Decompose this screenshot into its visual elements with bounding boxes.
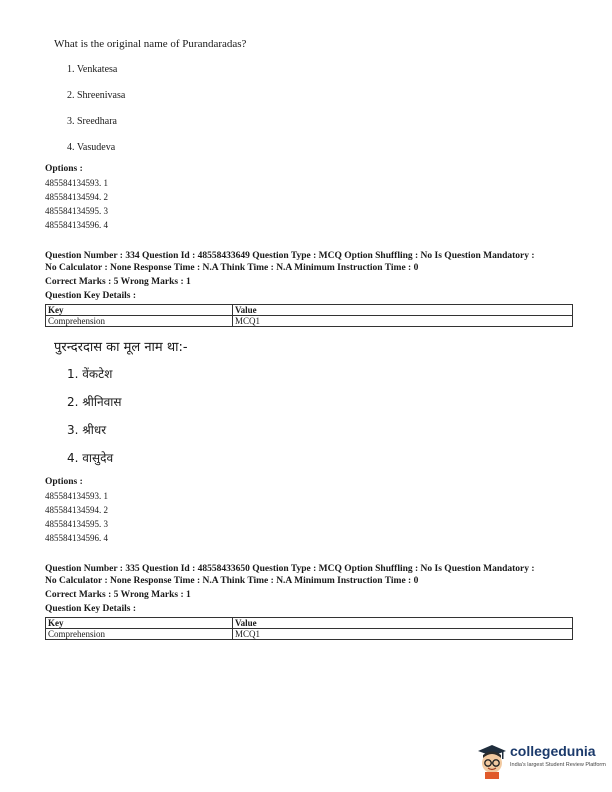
option-id: 485584134595. 3: [45, 206, 108, 216]
key-details-label: Question Key Details :: [45, 604, 137, 614]
question-meta: No Calculator : None Response Time : N.A Think Time : N.A Minimum Instruction Time : 0: [45, 263, 419, 273]
option-id: 485584134596. 4: [45, 220, 108, 230]
options-label: Options :: [45, 477, 83, 487]
table-row: [46, 629, 573, 640]
table-cell-key: Comprehension: [46, 629, 233, 640]
choice-1: 1. Venkatesa: [67, 64, 118, 75]
choice-2: 2. श्रीनिवास: [67, 395, 122, 409]
question-meta: Question Number : 334 Question Id : 48558433649 Question Type : MCQ Option Shuffling : No Is Question Mandatory :: [45, 251, 535, 261]
table-row: [46, 305, 573, 316]
marks-info: Correct Marks : 5 Wrong Marks : 1: [45, 277, 191, 287]
option-id: 485584134593. 1: [45, 178, 108, 188]
table-row: [46, 316, 573, 327]
choice-3: 3. Sreedhara: [67, 116, 117, 127]
brand-tagline: India's largest Student Review Platform: [510, 762, 606, 768]
collegedunia-logo: [476, 741, 604, 781]
table-header-value: Value: [233, 305, 573, 316]
choice-4: 4. वासुदेव: [67, 451, 114, 465]
table-header-key: Key: [46, 618, 233, 629]
question-text: What is the original name of Purandaradas?: [54, 38, 247, 50]
question-text: पुरन्दरदास का मूल नाम था:-: [54, 340, 188, 355]
option-id: 485584134594. 2: [45, 192, 108, 202]
table-cell-key: Comprehension: [46, 316, 233, 327]
question-meta: No Calculator : None Response Time : N.A Think Time : N.A Minimum Instruction Time : 0: [45, 576, 419, 586]
key-details-table: [45, 617, 573, 640]
marks-info: Correct Marks : 5 Wrong Marks : 1: [45, 590, 191, 600]
question-meta: Question Number : 335 Question Id : 48558433650 Question Type : MCQ Option Shuffling : No Is Question Mandatory :: [45, 564, 535, 574]
table-cell-value: MCQ1: [233, 316, 573, 327]
option-id: 485584134593. 1: [45, 491, 108, 501]
choice-4: 4. Vasudeva: [67, 142, 116, 153]
option-id: 485584134595. 3: [45, 519, 108, 529]
table-header-key: Key: [46, 305, 233, 316]
option-id: 485584134594. 2: [45, 505, 108, 515]
graduate-mascot-icon: [476, 741, 508, 779]
choice-2: 2. Shreenivasa: [67, 90, 126, 101]
table-row: [46, 618, 573, 629]
key-details-label: Question Key Details :: [45, 291, 137, 301]
choice-3: 3. श्रीधर: [67, 423, 107, 437]
choice-1: 1. वेंकटेश: [67, 367, 113, 381]
table-header-value: Value: [233, 618, 573, 629]
options-label: Options :: [45, 164, 83, 174]
option-id: 485584134596. 4: [45, 533, 108, 543]
key-details-table: [45, 304, 573, 327]
table-cell-value: MCQ1: [233, 629, 573, 640]
brand-name: collegedunia: [510, 743, 596, 759]
